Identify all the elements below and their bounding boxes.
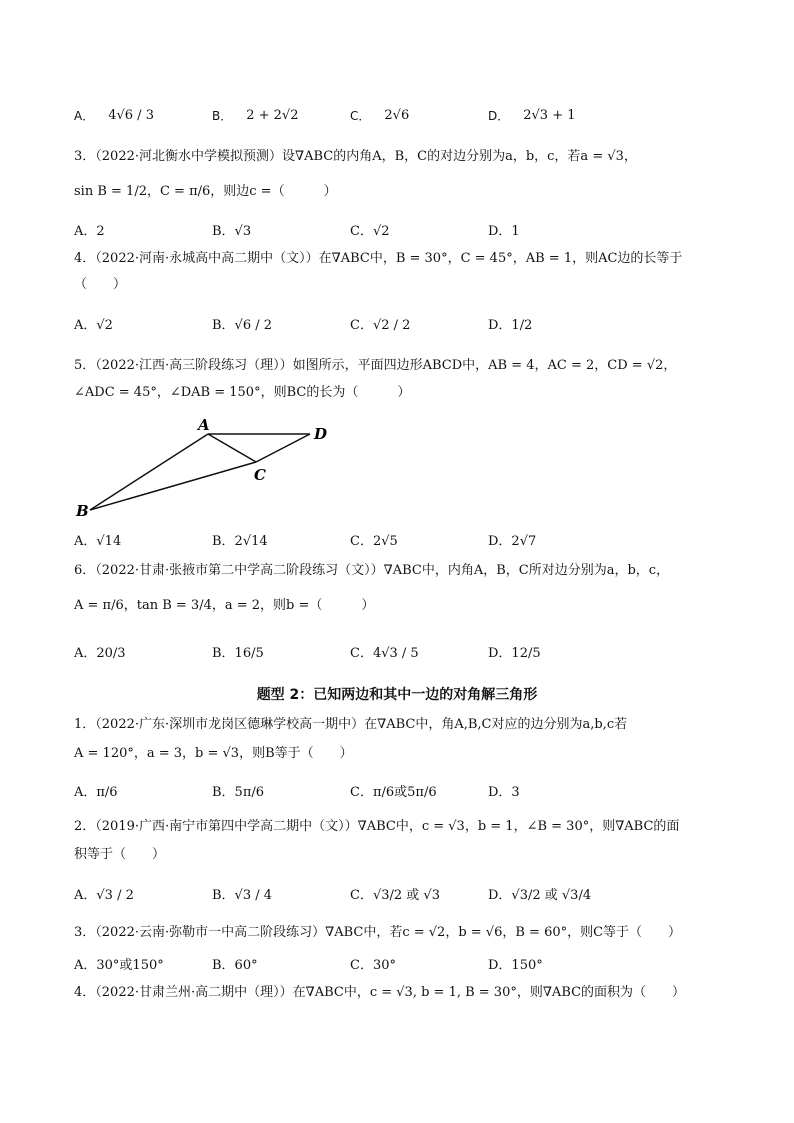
s2q3-option-c: C．30° bbox=[350, 957, 396, 973]
q2-option-b: B． 2 + 2√2 bbox=[212, 107, 299, 123]
s2q1-option-b: B．5π/6 bbox=[212, 784, 265, 800]
s2q3-options bbox=[74, 946, 734, 980]
q4-options bbox=[74, 306, 734, 340]
s2q2-stem-line1: 2．（2019·广西·南宁市第四中学高二期中（文））∇ABC中，c = √3，b = 1，∠B = 30°，则∇ABC的面 bbox=[74, 819, 680, 834]
q3-option-a: A．2 bbox=[74, 223, 105, 239]
s2q2-option-d: D．√3/2 或 √3/4 bbox=[488, 887, 592, 903]
segment-ab bbox=[90, 434, 208, 510]
q5-options bbox=[74, 522, 734, 556]
vertex-label-d: D bbox=[314, 425, 328, 443]
q3-stem-line1: 3．（2022·河北衡水中学模拟预测）设∇ABC的内角A，B，C的对边分别为a，b，c，若a = √3， bbox=[74, 149, 637, 164]
q4-option-d: D．1/2 bbox=[488, 317, 533, 333]
s2q3-stem-line1: 3．（2022·云南·弥勒市一中高二阶段练习）∇ABC中，若c = √2，b = √6，B = 60°，则C等于（ ） bbox=[74, 925, 682, 940]
q4-stem-line1: 4．（2022·河南·永城高中高二期中（文））在∇ABC中，B = 30°，C = 45°，AB = 1，则AC边的长等于 bbox=[74, 251, 683, 266]
vertex-label-b: B bbox=[76, 502, 89, 520]
vertex-label-a: A bbox=[198, 416, 210, 434]
q5-stem-line1: 5．（2022·江西·高三阶段练习（理））如图所示，平面四边形ABCD中，AB = 4，AC = 2，CD = √2， bbox=[74, 358, 677, 373]
q3-options bbox=[74, 212, 734, 246]
q4-stem-line2: （ ） bbox=[74, 277, 127, 292]
s2q3-option-b: B．60° bbox=[212, 957, 258, 973]
q2-options bbox=[74, 98, 734, 132]
q5-option-b: B．2√14 bbox=[212, 533, 268, 549]
segment-bc bbox=[90, 462, 256, 510]
s2q1-stem-line2: A = 120°，a = 3，b = √3，则B等于（ ） bbox=[74, 746, 353, 761]
s2q1-option-a: A．π/6 bbox=[74, 784, 118, 800]
s2q3-option-d: D．150° bbox=[488, 957, 543, 973]
s2q1-option-c: C．π/6或5π/6 bbox=[350, 784, 437, 800]
q4-option-c: C．√2 / 2 bbox=[350, 317, 411, 333]
q6-option-a: A．20/3 bbox=[74, 645, 126, 661]
s2q4-stem-line1: 4．（2022·甘肃兰州·高二期中（理））在∇ABC中，c = √3, b = 1, B = 30°，则∇ABC的面积为（ ） bbox=[74, 985, 686, 1000]
segment-ac bbox=[208, 434, 256, 462]
q3-option-b: B．√3 bbox=[212, 223, 252, 239]
q6-option-c: C．4√3 / 5 bbox=[350, 645, 419, 661]
q3-stem-line2: sin B = 1/2，C = π/6，则边c =（ ） bbox=[74, 184, 337, 199]
q5-option-d: D．2√7 bbox=[488, 533, 537, 549]
q2-option-d: D． 2√3 + 1 bbox=[488, 107, 576, 123]
q6-option-d: D．12/5 bbox=[488, 645, 541, 661]
s2q3-option-a: A．30°或150° bbox=[74, 957, 164, 973]
section-title: 题型 2：已知两边和其中一边的对角解三角形 bbox=[256, 687, 538, 703]
segment-cd bbox=[256, 434, 310, 462]
s2q2-option-a: A．√3 / 2 bbox=[74, 887, 134, 903]
q3-option-c: C．√2 bbox=[350, 223, 390, 239]
s2q2-option-c: C．√3/2 或 √3 bbox=[350, 887, 440, 903]
q4-option-b: B．√6 / 2 bbox=[212, 317, 273, 333]
s2q1-stem-line1: 1．（2022·广东·深圳市龙岗区德琳学校高一期中）在∇ABC中，角A,B,C对应的边分别为a,b,c若 bbox=[74, 717, 628, 732]
s2q1-option-d: D．3 bbox=[488, 784, 520, 800]
q5-quadrilateral-figure bbox=[70, 412, 340, 522]
q6-stem-line2: A = π/6，tan B = 3/4，a = 2，则b =（ ） bbox=[74, 598, 375, 613]
s2q2-options bbox=[74, 876, 734, 910]
s2q2-stem-line2: 积等于（ ） bbox=[74, 847, 166, 862]
q6-stem-line1: 6．（2022·甘肃·张掖市第二中学高二阶段练习（文））∇ABC中，内角A，B，C所对边分别为a，b，c， bbox=[74, 563, 670, 578]
vertex-label-c: C bbox=[254, 466, 266, 484]
q5-option-c: C．2√5 bbox=[350, 533, 398, 549]
q5-option-a: A．√14 bbox=[74, 533, 122, 549]
q4-option-a: A．√2 bbox=[74, 317, 113, 333]
q2-option-a: A． 4√6 / 3 bbox=[74, 107, 154, 123]
q2-option-c: C． 2√6 bbox=[350, 107, 410, 123]
s2q1-options bbox=[74, 773, 734, 807]
q3-option-d: D．1 bbox=[488, 223, 520, 239]
s2q2-option-b: B．√3 / 4 bbox=[212, 887, 273, 903]
q6-options bbox=[74, 634, 734, 668]
q5-stem-line2: ∠ADC = 45°，∠DAB = 150°，则BC的长为（ ） bbox=[74, 385, 411, 400]
q6-option-b: B．16/5 bbox=[212, 645, 264, 661]
